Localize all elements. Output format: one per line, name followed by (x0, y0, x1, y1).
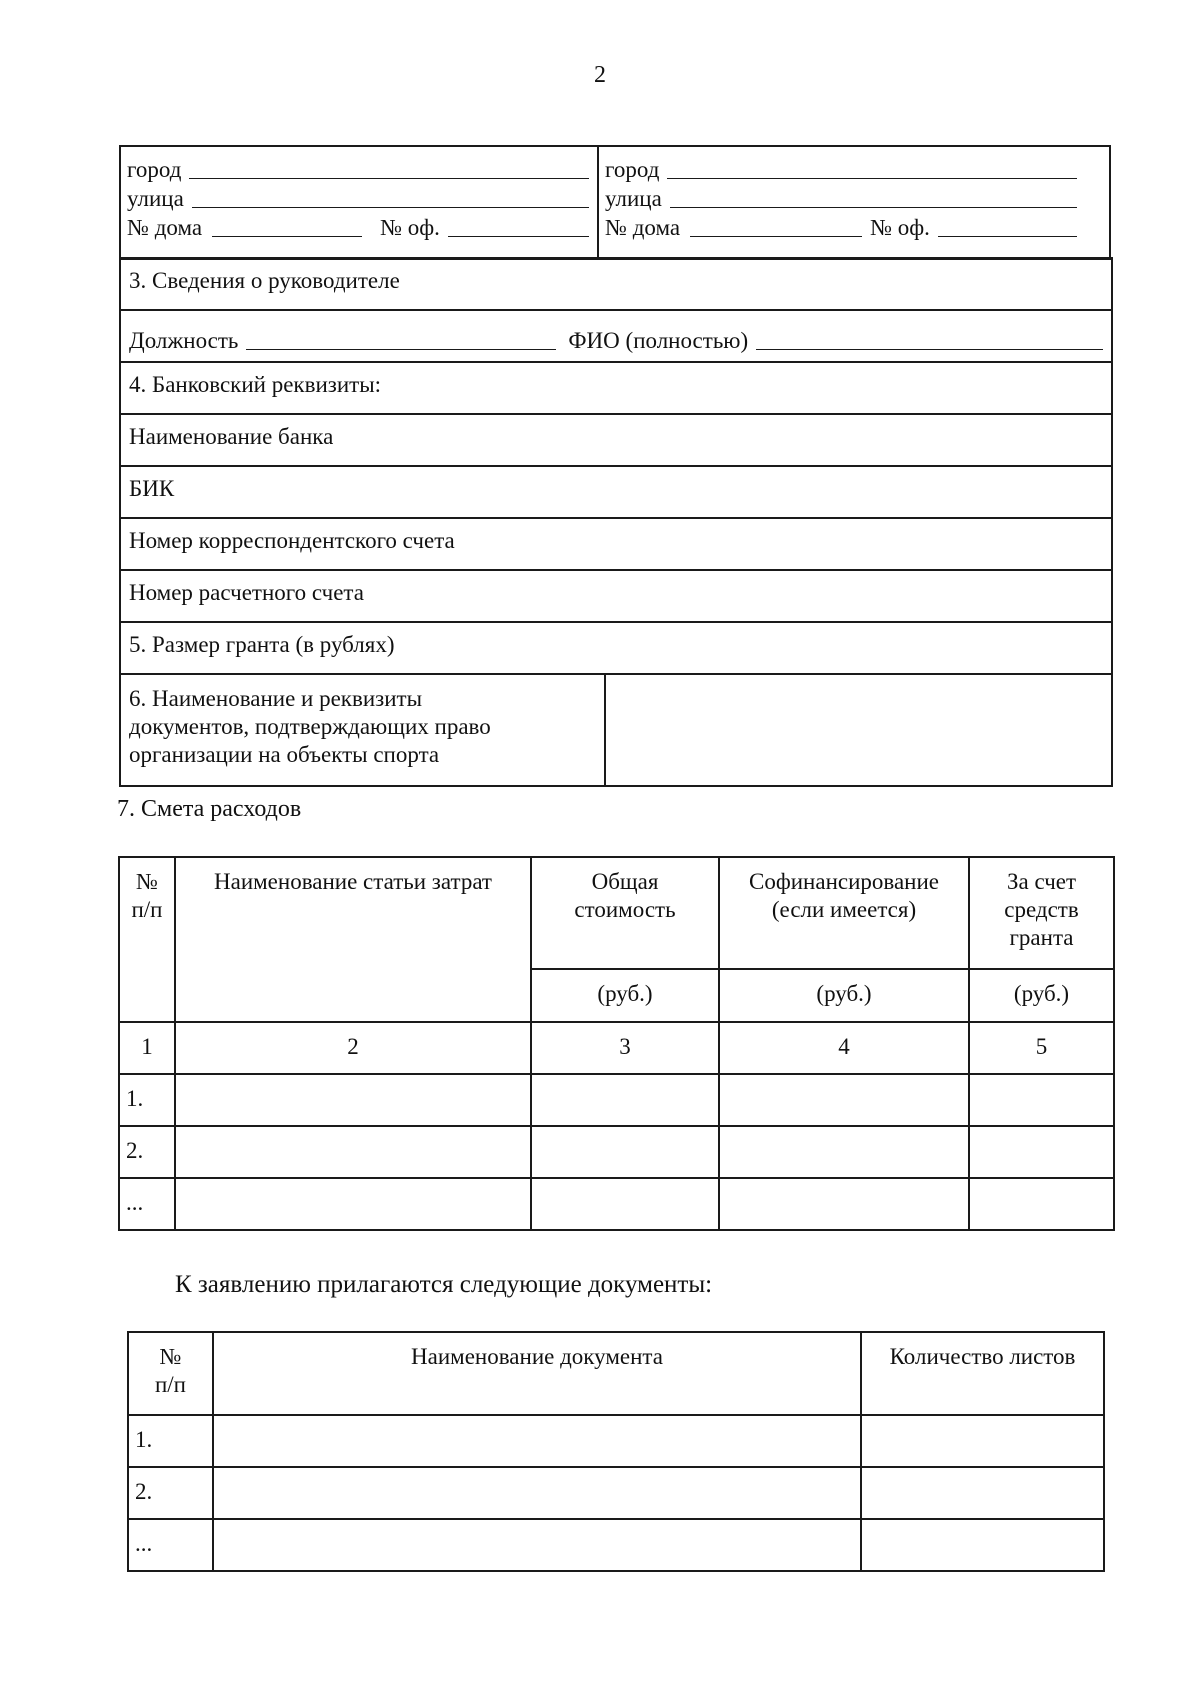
item-cell[interactable] (175, 1178, 531, 1230)
total-cell[interactable] (531, 1126, 719, 1178)
city-label: город (605, 157, 660, 182)
bik-row[interactable] (120, 466, 1112, 518)
estimate-title: 7. Смета расходов (117, 796, 302, 822)
house-field[interactable] (690, 214, 862, 237)
documents-label-line: 6. Наименование и реквизиты (129, 686, 423, 711)
unit-cofinancing: (руб.) (719, 969, 969, 1022)
street-field[interactable] (192, 185, 589, 208)
bank-name-row[interactable] (120, 414, 1112, 466)
applicant-info-table (119, 257, 1113, 787)
grant-header-line: гранта (1009, 925, 1074, 950)
column-number-cell: 5 (969, 1022, 1114, 1074)
table-row (128, 1415, 1104, 1467)
position-label: Должность (129, 328, 239, 353)
sheets-cell[interactable] (861, 1467, 1104, 1519)
col-header-item (175, 857, 531, 1022)
unit-grant: (руб.) (969, 969, 1114, 1022)
attachments-table (127, 1331, 1105, 1572)
head-section-title: 3. Сведения о руководителе (129, 268, 400, 293)
row-number: 1. (128, 1415, 213, 1467)
office-label: № оф. (870, 215, 930, 240)
sheets-cell[interactable] (861, 1519, 1104, 1571)
grant-cell[interactable] (969, 1126, 1114, 1178)
total-cell[interactable] (531, 1074, 719, 1126)
grant-header-line: средств (1004, 897, 1079, 922)
col-header-sheets: Количество листов (861, 1332, 1104, 1415)
fullname-label: ФИО (полностью) (568, 328, 749, 353)
column-number-cell: 1 (119, 1022, 175, 1074)
grant-size-label: 5. Размер гранта (в рублях) (129, 632, 395, 657)
cofinancing-header-line: (если имеется) (771, 897, 917, 922)
bank-section-title: 4. Банковский реквизиты: (129, 372, 382, 397)
item-header-text: Наименование статьи затрат (214, 869, 492, 894)
column-number-cell: 2 (175, 1022, 531, 1074)
col-header-total (531, 857, 719, 969)
office-field[interactable] (448, 214, 589, 237)
position-field[interactable] (246, 327, 556, 350)
col-header-document-name: Наименование документа (213, 1332, 861, 1415)
city-label: город (127, 157, 182, 182)
table-row (128, 1519, 1104, 1571)
total-header-line: стоимость (574, 897, 676, 922)
row-number: ... (128, 1519, 213, 1571)
fullname-field[interactable] (756, 327, 1103, 350)
col-header-cofinancing (719, 857, 969, 969)
number-sign: № (159, 1344, 182, 1369)
sheets-cell[interactable] (861, 1415, 1104, 1467)
col-header-number (119, 857, 175, 1022)
corr-account-label: Номер корреспондентского счета (129, 528, 455, 553)
documents-label-cell (120, 674, 605, 786)
cofinancing-cell[interactable] (719, 1126, 969, 1178)
table-row (119, 1126, 1114, 1178)
grant-size-row[interactable] (120, 622, 1112, 674)
row-number: 1. (119, 1074, 175, 1126)
estimate-table (118, 856, 1115, 1231)
number-abbr: п/п (154, 1372, 186, 1397)
address-table (119, 145, 1111, 260)
settlement-account-label: Номер расчетного счета (129, 580, 364, 605)
document-name-cell[interactable] (213, 1519, 861, 1571)
table-row (128, 1467, 1104, 1519)
cofinancing-header-line: Софинансирование (749, 869, 939, 894)
street-field[interactable] (670, 185, 1077, 208)
item-cell[interactable] (175, 1126, 531, 1178)
office-field[interactable] (938, 214, 1077, 237)
unit-total: (руб.) (531, 969, 719, 1022)
documents-value-cell[interactable] (605, 674, 1112, 786)
column-number-cell: 4 (719, 1022, 969, 1074)
bik-label: БИК (129, 476, 175, 501)
table-row (119, 1178, 1114, 1230)
settlement-account-row[interactable] (120, 570, 1112, 622)
grant-cell[interactable] (969, 1178, 1114, 1230)
bank-section-row (120, 362, 1112, 414)
house-label: № дома (127, 215, 203, 240)
city-field[interactable] (189, 156, 589, 179)
bank-name-label: Наименование банка (129, 424, 334, 449)
head-section-row (120, 258, 1112, 310)
house-label: № дома (605, 215, 681, 240)
office-label: № оф. (380, 215, 440, 240)
house-field[interactable] (212, 214, 362, 237)
document-name-cell[interactable] (213, 1467, 861, 1519)
street-label: улица (605, 186, 662, 211)
cofinancing-cell[interactable] (719, 1074, 969, 1126)
grant-header-line: За счет (1006, 869, 1077, 894)
document-name-cell[interactable] (213, 1415, 861, 1467)
col-header-number (128, 1332, 213, 1415)
address-right-cell (598, 146, 1110, 259)
row-number: 2. (119, 1126, 175, 1178)
total-cell[interactable] (531, 1178, 719, 1230)
corr-account-row[interactable] (120, 518, 1112, 570)
documents-label-line: документов, подтверждающих право (129, 714, 491, 739)
col-header-grant (969, 857, 1114, 969)
city-field[interactable] (667, 156, 1077, 179)
row-number: ... (119, 1178, 175, 1230)
item-cell[interactable] (175, 1074, 531, 1126)
grant-cell[interactable] (969, 1074, 1114, 1126)
cofinancing-cell[interactable] (719, 1178, 969, 1230)
attachments-title: К заявлению прилагаются следующие документы: (175, 1271, 713, 1298)
head-details-row (120, 310, 1112, 362)
number-abbr: п/п (131, 897, 163, 922)
table-row (119, 1074, 1114, 1126)
number-sign: № (136, 869, 158, 894)
total-header-line: Общая (591, 869, 659, 894)
street-label: улица (127, 186, 184, 211)
column-number-cell: 3 (531, 1022, 719, 1074)
page-number: 2 (594, 62, 606, 88)
documents-label-line: организации на объекты спорта (129, 742, 440, 767)
address-left-cell (120, 146, 598, 259)
row-number: 2. (128, 1467, 213, 1519)
